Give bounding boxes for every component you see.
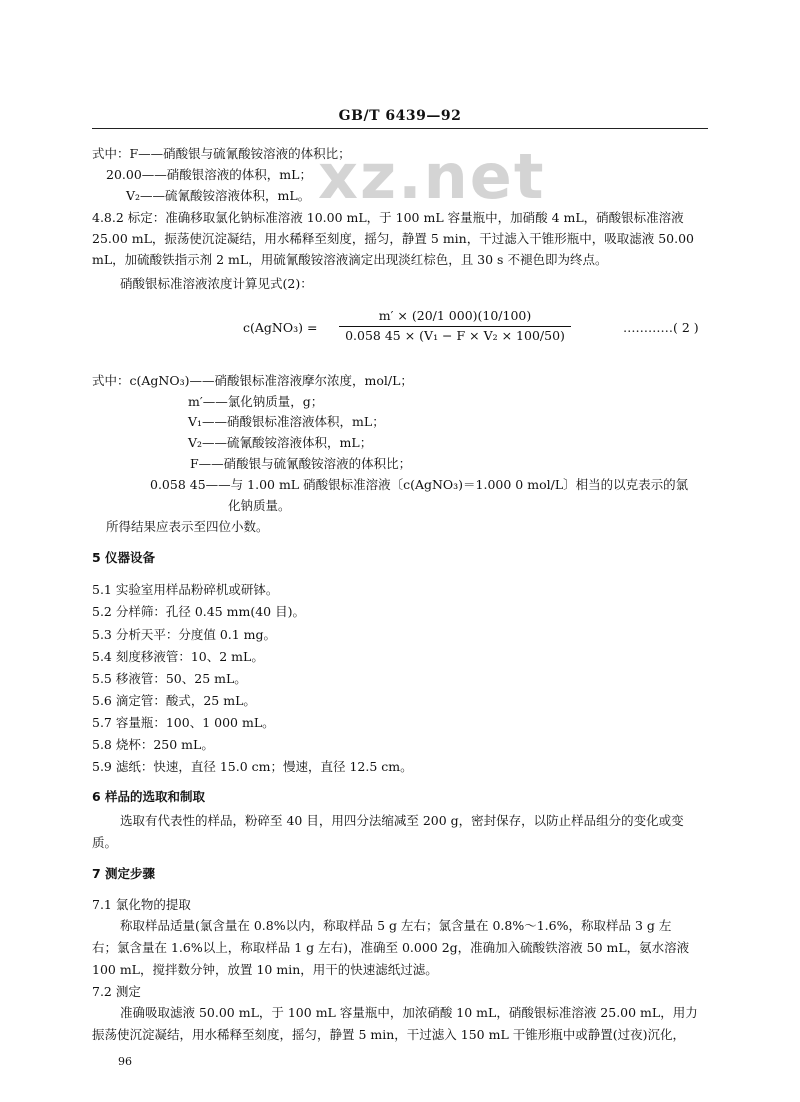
where1-line-3: V₂——硫氰酸铵溶液体积，mL。 [126,188,311,203]
section-6-heading: 6 样品的选取和制取 [92,789,206,804]
section-7-heading: 7 测定步骤 [92,866,156,881]
where1-line-2: 20.00——硝酸银溶液的体积，mL； [106,167,312,182]
formula-numerator: m′ × (20/1 000)(10/100) [378,308,532,323]
where2-line-5: F——硝酸银与硫氰酸铵溶液的体积比； [190,456,412,471]
s482-line-3: mL，加硫酸铁指示剂 2 mL，用硫氰酸铵溶液滴定出现淡红棕色，且 30 s 不褪色即为终点。 [92,252,608,267]
where2-line-7: 化钠质量。 [228,498,291,513]
where2-line-6: 0.058 45——与 1.00 mL 硝酸银标准溶液〔c(AgNO₃)＝1.000 0 mol/L〕相当的以克表示的氯 [150,477,689,492]
formula-number: …………( 2 ) [623,320,699,335]
section-5-heading: 5 仪器设备 [92,550,156,565]
where2-line-2: m′——氯化钠质量，g； [188,394,324,409]
equipment-item: 5.8 烧杯：250 mL。 [92,737,214,752]
where2-line-1: 式中：c(AgNO₃)——硝酸银标准溶液摩尔浓度，mol/L； [92,373,413,388]
where2-line-8: 所得结果应表示至四位小数。 [106,519,269,534]
s71-line-3: 100 mL，搅拌数分钟，放置 10 min，用干的快速滤纸过滤。 [92,962,438,977]
formula-denominator: 0.058 45 × (V₁ − F × V₂ × 100/50) [345,328,565,343]
where1-line-1: 式中：F——硝酸银与硫氰酸铵溶液的体积比； [92,146,351,161]
equipment-item: 5.5 移液管：50、25 mL。 [92,671,247,686]
where2-line-3: V₁——硝酸银标准溶液体积，mL； [188,414,385,429]
equipment-item: 5.2 分样筛：孔径 0.45 mm(40 目)。 [92,604,305,619]
sec6-line-1: 选取有代表性的样品，粉碎至 40 目，用四分法缩减至 200 g，密封保存，以防止样品组分的变化或变 [120,813,684,828]
formula-2 [243,308,713,348]
standard-number-header: GB/T 6439—92 [338,108,462,124]
s71-line-2: 右；氯含量在 1.6%以上，称取样品 1 g 左右)，准确至 0.000 2g，准确加入硫酸铁溶液 50 mL，氨水溶液 [92,940,690,955]
s482-line-2: 25.00 mL，振荡使沉淀凝结，用水稀释至刻度，摇匀，静置 5 min，干过滤入干锥形瓶中，吸取滤液 50.00 [92,231,694,246]
s71-heading: 7.1 氯化物的提取 [92,897,191,912]
fraction-bar [339,326,571,327]
s482-line-1: 4.8.2 标定：准确移取氯化钠标准溶液 10.00 mL，于 100 mL 容量瓶中，加硝酸 4 mL，硝酸银标准溶液 [92,210,684,225]
equipment-item: 5.7 容量瓶：100、1 000 mL。 [92,715,275,730]
equipment-item: 5.1 实验室用样品粉碎机或研钵。 [92,582,279,597]
watermark: xz.net [318,140,546,213]
page-number: 96 [118,1055,132,1068]
equipment-item: 5.9 滤纸：快速，直径 15.0 cm；慢速，直径 12.5 cm。 [92,759,413,774]
equipment-item: 5.4 刻度移液管：10、2 mL。 [92,649,264,664]
s482-line-4: 硝酸银标准溶液浓度计算见式(2)： [120,276,313,291]
s71-line-1: 称取样品适量(氯含量在 0.8%以内，称取样品 5 g 左右；氯含量在 0.8%～1.6%，称取样品 3 g 左 [120,918,672,933]
header-rule [92,128,708,129]
s72-line-2: 振荡使沉淀凝结，用水稀释至刻度，摇匀，静置 5 min，干过滤入 150 mL 干锥形瓶中或静置(过夜)沉化， [92,1027,685,1042]
s72-heading: 7.2 测定 [92,984,141,999]
s72-line-1: 准确吸取滤液 50.00 mL，于 100 mL 容量瓶中，加浓硝酸 10 mL，硝酸银标准溶液 25.00 mL，用力 [120,1005,698,1020]
equipment-item: 5.3 分析天平：分度值 0.1 mg。 [92,627,277,642]
sec6-line-2: 质。 [92,835,118,850]
equipment-item: 5.6 滴定管：酸式，25 mL。 [92,693,256,708]
formula-lhs: c(AgNO₃) = [243,320,318,335]
where2-line-4: V₂——硫氰酸铵溶液体积，mL； [188,435,373,450]
